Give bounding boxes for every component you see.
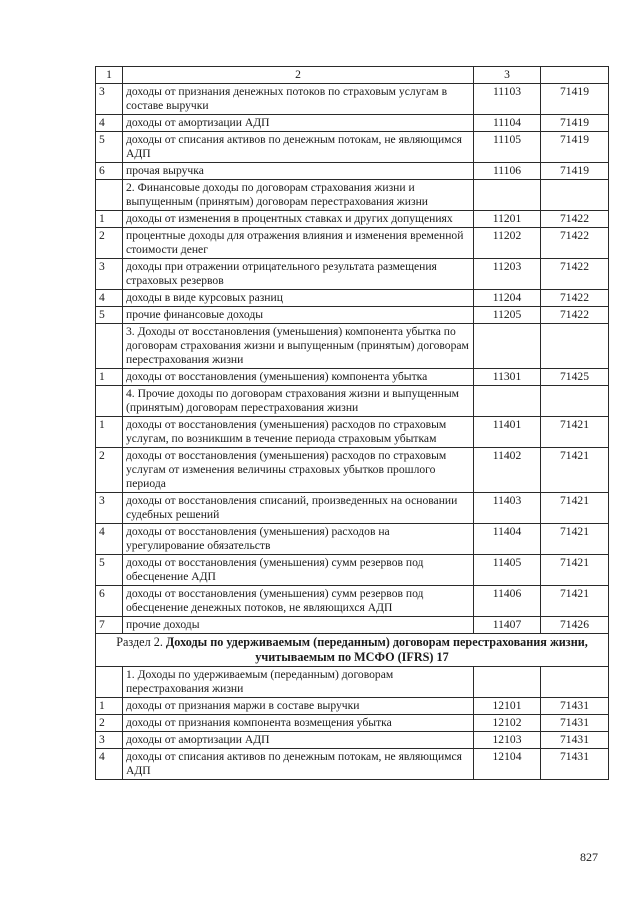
row-code: 12102 — [474, 715, 541, 732]
row-code — [474, 180, 541, 211]
table-row — [96, 259, 609, 290]
row-account: 71422 — [541, 259, 609, 290]
table-row — [96, 555, 609, 586]
row-account: 71422 — [541, 307, 609, 324]
table-header-row — [96, 67, 609, 84]
row-code: 11405 — [474, 555, 541, 586]
row-code: 11403 — [474, 493, 541, 524]
row-number — [96, 386, 123, 417]
table-row — [96, 386, 609, 417]
row-account: 71419 — [541, 163, 609, 180]
table-row — [96, 132, 609, 163]
header-col-2: 2 — [123, 67, 474, 84]
row-text: 4. Прочие доходы по договорам страхования жизни и выпущенным (принятым) договорам перестрахования жизни — [123, 386, 474, 417]
row-text: прочая выручка — [123, 163, 474, 180]
row-account: 71421 — [541, 448, 609, 493]
row-text: доходы от списания активов по денежным потокам, не являющимся АДП — [123, 132, 474, 163]
row-number — [96, 324, 123, 369]
table-row — [96, 115, 609, 132]
section-prefix: Раздел 2. — [116, 635, 166, 649]
row-number: 3 — [96, 493, 123, 524]
row-number: 1 — [96, 211, 123, 228]
row-text: доходы от изменения в процентных ставках и других допущениях — [123, 211, 474, 228]
row-number: 2 — [96, 228, 123, 259]
row-account: 71431 — [541, 698, 609, 715]
row-code: 11103 — [474, 84, 541, 115]
row-code: 11105 — [474, 132, 541, 163]
row-account: 71422 — [541, 290, 609, 307]
row-text: доходы в виде курсовых разниц — [123, 290, 474, 307]
header-col-1: 1 — [96, 67, 123, 84]
row-code: 11407 — [474, 617, 541, 634]
table-row — [96, 163, 609, 180]
row-account: 71421 — [541, 586, 609, 617]
header-col-4 — [541, 67, 609, 84]
row-account — [541, 180, 609, 211]
row-account: 71421 — [541, 555, 609, 586]
row-code: 11104 — [474, 115, 541, 132]
row-account: 71421 — [541, 493, 609, 524]
row-text: доходы от восстановления (уменьшения) сумм резервов под обесценение АДП — [123, 555, 474, 586]
row-text: доходы от восстановления списаний, произведенных на основании судебных решений — [123, 493, 474, 524]
page-number: 827 — [580, 850, 598, 864]
section-heading — [96, 634, 609, 667]
table-row — [96, 667, 609, 698]
table-row — [96, 698, 609, 715]
table-row — [96, 617, 609, 634]
accounts-table — [95, 66, 609, 780]
row-number: 2 — [96, 448, 123, 493]
row-account: 71422 — [541, 228, 609, 259]
row-text: доходы от признания маржи в составе выручки — [123, 698, 474, 715]
row-number: 4 — [96, 524, 123, 555]
table-row — [96, 290, 609, 307]
row-account: 71431 — [541, 732, 609, 749]
row-text: процентные доходы для отражения влияния и изменения временной стоимости денег — [123, 228, 474, 259]
row-account: 71431 — [541, 715, 609, 732]
table-row — [96, 732, 609, 749]
row-text: 1. Доходы по удерживаемым (переданным) договорам перестрахования жизни — [123, 667, 474, 698]
row-text: доходы от восстановления (уменьшения) сумм резервов под обесценение денежных потоков, не являющихся АДП — [123, 586, 474, 617]
row-code — [474, 386, 541, 417]
row-account: 71419 — [541, 132, 609, 163]
table-row — [96, 307, 609, 324]
row-account: 71421 — [541, 524, 609, 555]
row-code: 11301 — [474, 369, 541, 386]
row-code: 11202 — [474, 228, 541, 259]
row-number: 4 — [96, 749, 123, 780]
table-row — [96, 369, 609, 386]
row-account — [541, 324, 609, 369]
row-text: доходы от восстановления (уменьшения) расходов на урегулирование обязательств — [123, 524, 474, 555]
table-row — [96, 228, 609, 259]
table-row — [96, 749, 609, 780]
row-number: 3 — [96, 84, 123, 115]
row-text: доходы от восстановления (уменьшения) компонента убытка — [123, 369, 474, 386]
table-row — [96, 324, 609, 369]
row-code: 11204 — [474, 290, 541, 307]
row-number: 1 — [96, 417, 123, 448]
table-row — [96, 586, 609, 617]
row-account: 71419 — [541, 115, 609, 132]
table-row — [96, 524, 609, 555]
row-number — [96, 667, 123, 698]
row-code: 11406 — [474, 586, 541, 617]
table-row — [96, 448, 609, 493]
row-text: доходы от амортизации АДП — [123, 115, 474, 132]
row-text: доходы от восстановления (уменьшения) расходов по страховым услугам от изменения величины страховых убытков прошлого периода — [123, 448, 474, 493]
row-number: 5 — [96, 307, 123, 324]
row-text: доходы от признания компонента возмещения убытка — [123, 715, 474, 732]
row-number: 1 — [96, 369, 123, 386]
row-text: доходы от списания активов по денежным потокам, не являющимся АДП — [123, 749, 474, 780]
row-text: 2. Финансовые доходы по договорам страхования жизни и выпущенным (принятым) договорам перестрахования жизни — [123, 180, 474, 211]
row-text: доходы от признания денежных потоков по страховым услугам в составе выручки — [123, 84, 474, 115]
row-number: 1 — [96, 698, 123, 715]
row-number: 6 — [96, 586, 123, 617]
row-number: 6 — [96, 163, 123, 180]
row-code: 11404 — [474, 524, 541, 555]
row-number: 5 — [96, 555, 123, 586]
row-code: 11203 — [474, 259, 541, 290]
table-row — [96, 180, 609, 211]
row-number: 4 — [96, 115, 123, 132]
row-code: 12103 — [474, 732, 541, 749]
row-account: 71431 — [541, 749, 609, 780]
row-text: прочие финансовые доходы — [123, 307, 474, 324]
row-text: доходы при отражении отрицательного результата размещения страховых резервов — [123, 259, 474, 290]
row-code: 11401 — [474, 417, 541, 448]
row-code — [474, 667, 541, 698]
row-account: 71425 — [541, 369, 609, 386]
row-text: доходы от амортизации АДП — [123, 732, 474, 749]
row-account: 71422 — [541, 211, 609, 228]
row-text: прочие доходы — [123, 617, 474, 634]
row-number: 4 — [96, 290, 123, 307]
row-number: 3 — [96, 259, 123, 290]
table-row — [96, 493, 609, 524]
row-number: 2 — [96, 715, 123, 732]
row-number: 5 — [96, 132, 123, 163]
row-code: 12101 — [474, 698, 541, 715]
table-row — [96, 417, 609, 448]
row-account — [541, 386, 609, 417]
row-code: 12104 — [474, 749, 541, 780]
row-number: 3 — [96, 732, 123, 749]
header-col-3: 3 — [474, 67, 541, 84]
row-number: 7 — [96, 617, 123, 634]
row-account: 71426 — [541, 617, 609, 634]
row-code — [474, 324, 541, 369]
row-text: доходы от восстановления (уменьшения) расходов по страховым услугам, по возникшим в течение периода страховым убыткам — [123, 417, 474, 448]
row-text: 3. Доходы от восстановления (уменьшения) компонента убытка по договорам страхования жизни и выпущенным (принятым) договорам перестрахования жизни — [123, 324, 474, 369]
row-code: 11201 — [474, 211, 541, 228]
row-code: 11205 — [474, 307, 541, 324]
row-account — [541, 667, 609, 698]
section-title: Доходы по удерживаемым (переданным) договорам перестрахования жизни, учитываемым по МСФО (IFRS) 17 — [165, 635, 588, 664]
section-row — [96, 634, 609, 667]
table-row — [96, 84, 609, 115]
row-number — [96, 180, 123, 211]
table-row — [96, 211, 609, 228]
row-account: 71421 — [541, 417, 609, 448]
row-code: 11106 — [474, 163, 541, 180]
row-code: 11402 — [474, 448, 541, 493]
table-row — [96, 715, 609, 732]
row-account: 71419 — [541, 84, 609, 115]
